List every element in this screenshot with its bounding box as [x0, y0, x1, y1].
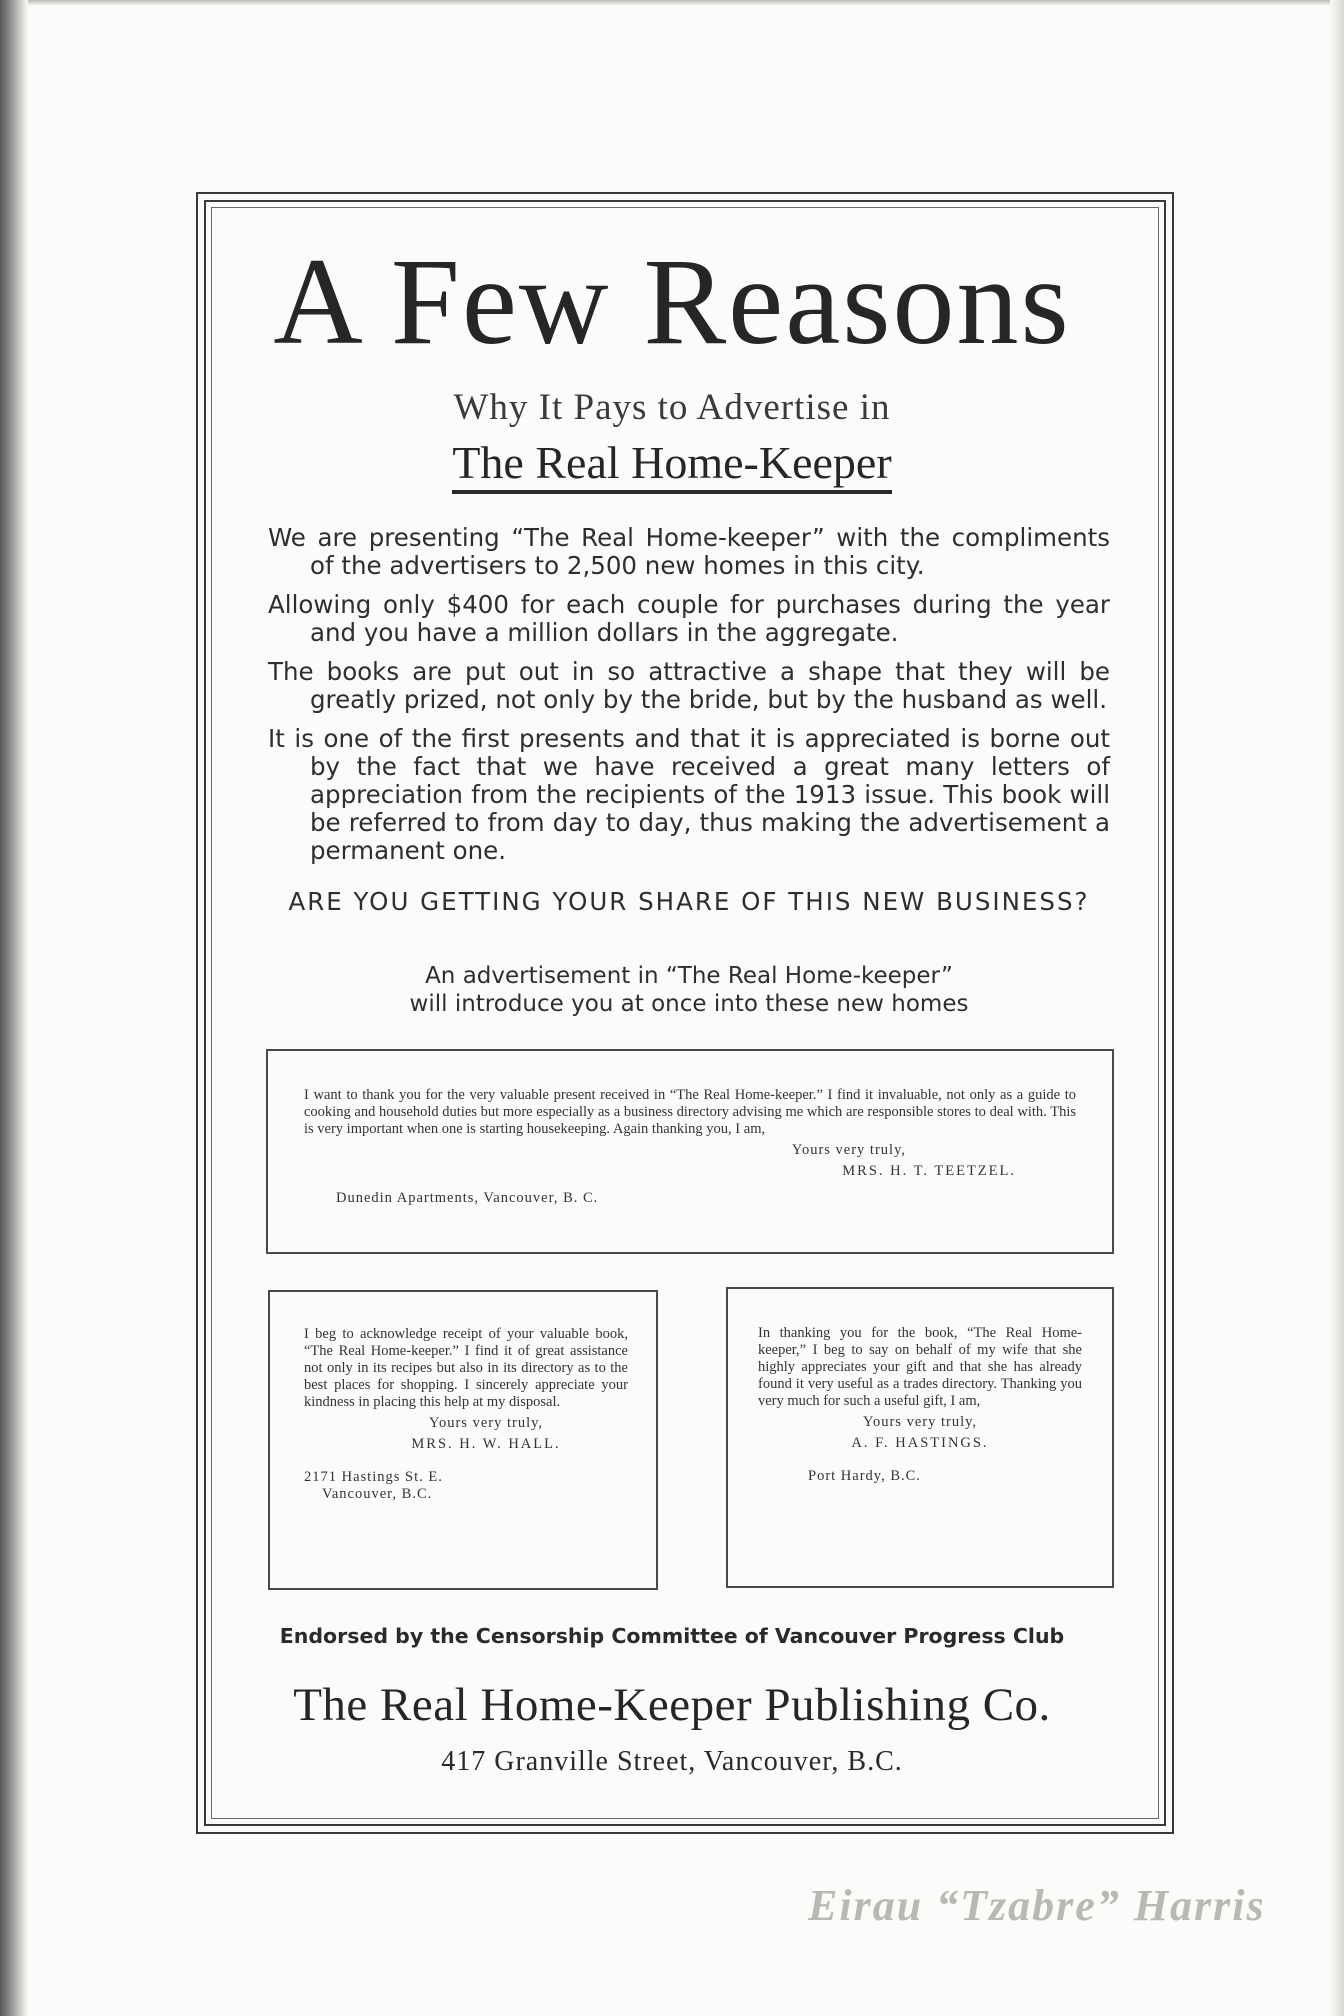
- testimonial-address: Port Hardy, B.C.: [808, 1468, 921, 1484]
- endorsement-line: Endorsed by the Censorship Committee of Vancouver Progress Club: [279, 1624, 1065, 1648]
- testimonial-closing: Yours very truly,: [428, 1415, 544, 1431]
- testimonial-signature: MRS. H. T. TEETZEL.: [842, 1163, 1016, 1179]
- testimonial-address: [304, 1469, 628, 1503]
- ad-headline: A Few Reasons: [273, 233, 1071, 370]
- testimonial-body: I beg to acknowledge receipt of your valuable book, “The Real Home-keeper.” I find it of great assistance not only in its recipes but also in its directory as to the best places for shopping. I sincerely appreciate your kindness in placing this help at my disposal.: [304, 1326, 628, 1410]
- ad-paragraph: It is one of the first presents and that it is appreciated is borne out by the fact that we have received a great many letters of appreciation from the recipients of the 1913 issue. This book will be referred to from day to day, thus making the advertisement a permanent one.: [268, 724, 1110, 865]
- ad-paragraph: The books are put out in so attractive a shape that they will be greatly prized, not only by the bride, but by the husband as well.: [268, 657, 1110, 714]
- ad-intro-line: will introduce you at once into these new homes: [409, 991, 969, 1017]
- testimonial-body: I want to thank you for the very valuable present received in “The Real Home-keeper.” I find it invaluable, not only as a guide to cooking and household duties but more especially as a business directory advising me which are responsible stores to deal with. This is very important when one is starting housekeeping. Again thanking you, I am,: [304, 1087, 1076, 1137]
- testimonial-teetzel: [266, 1049, 1114, 1254]
- testimonial-signature: MRS. H. W. HALL.: [411, 1436, 561, 1452]
- testimonial-address-line: Vancouver, B.C.: [322, 1486, 433, 1502]
- testimonial-closing: Yours very truly,: [791, 1142, 906, 1158]
- company-address: 417 Granville Street, Vancouver, B.C.: [441, 1746, 903, 1777]
- library-stamp: Eirau “Tzabre” Harris: [808, 1881, 1266, 1930]
- publication-name: [0, 436, 1344, 489]
- company-name: The Real Home-Keeper Publishing Co.: [293, 1679, 1051, 1731]
- page-top-edge: [0, 0, 1344, 6]
- testimonial-signature: A. F. HASTINGS.: [851, 1435, 989, 1451]
- testimonial-address: Dunedin Apartments, Vancouver, B. C.: [336, 1190, 599, 1206]
- ad-body: [268, 524, 1110, 876]
- ad-question: ARE YOU GETTING YOUR SHARE OF THIS NEW BUSINESS?: [288, 887, 1090, 916]
- ad-paragraph: We are presenting “The Real Home-keeper” with the compliments of the advertisers to 2,500 new homes in this city.: [268, 523, 1110, 580]
- testimonial-address-line: 2171 Hastings St. E.: [304, 1469, 443, 1485]
- testimonial-hall: [268, 1290, 658, 1590]
- ad-intro: [268, 962, 1110, 1018]
- testimonial-body: In thanking you for the book, “The Real Home-keeper,” I beg to say on behalf of my wife that she highly appreciates your gift and that she has already found it very useful as a trades directory. Thanking you very much for such a useful gift, I am,: [758, 1325, 1082, 1409]
- ad-subhead: Why It Pays to Advertise in: [453, 387, 891, 428]
- ad-paragraph: Allowing only $400 for each couple for purchases during the year and you have a million dollars in the aggregate.: [268, 590, 1110, 647]
- testimonial-hastings: [726, 1287, 1114, 1588]
- ad-intro-line: An advertisement in “The Real Home-keeper”: [425, 963, 953, 989]
- publication-name-text: The Real Home-Keeper: [452, 437, 891, 494]
- testimonial-closing: Yours very truly,: [862, 1414, 978, 1430]
